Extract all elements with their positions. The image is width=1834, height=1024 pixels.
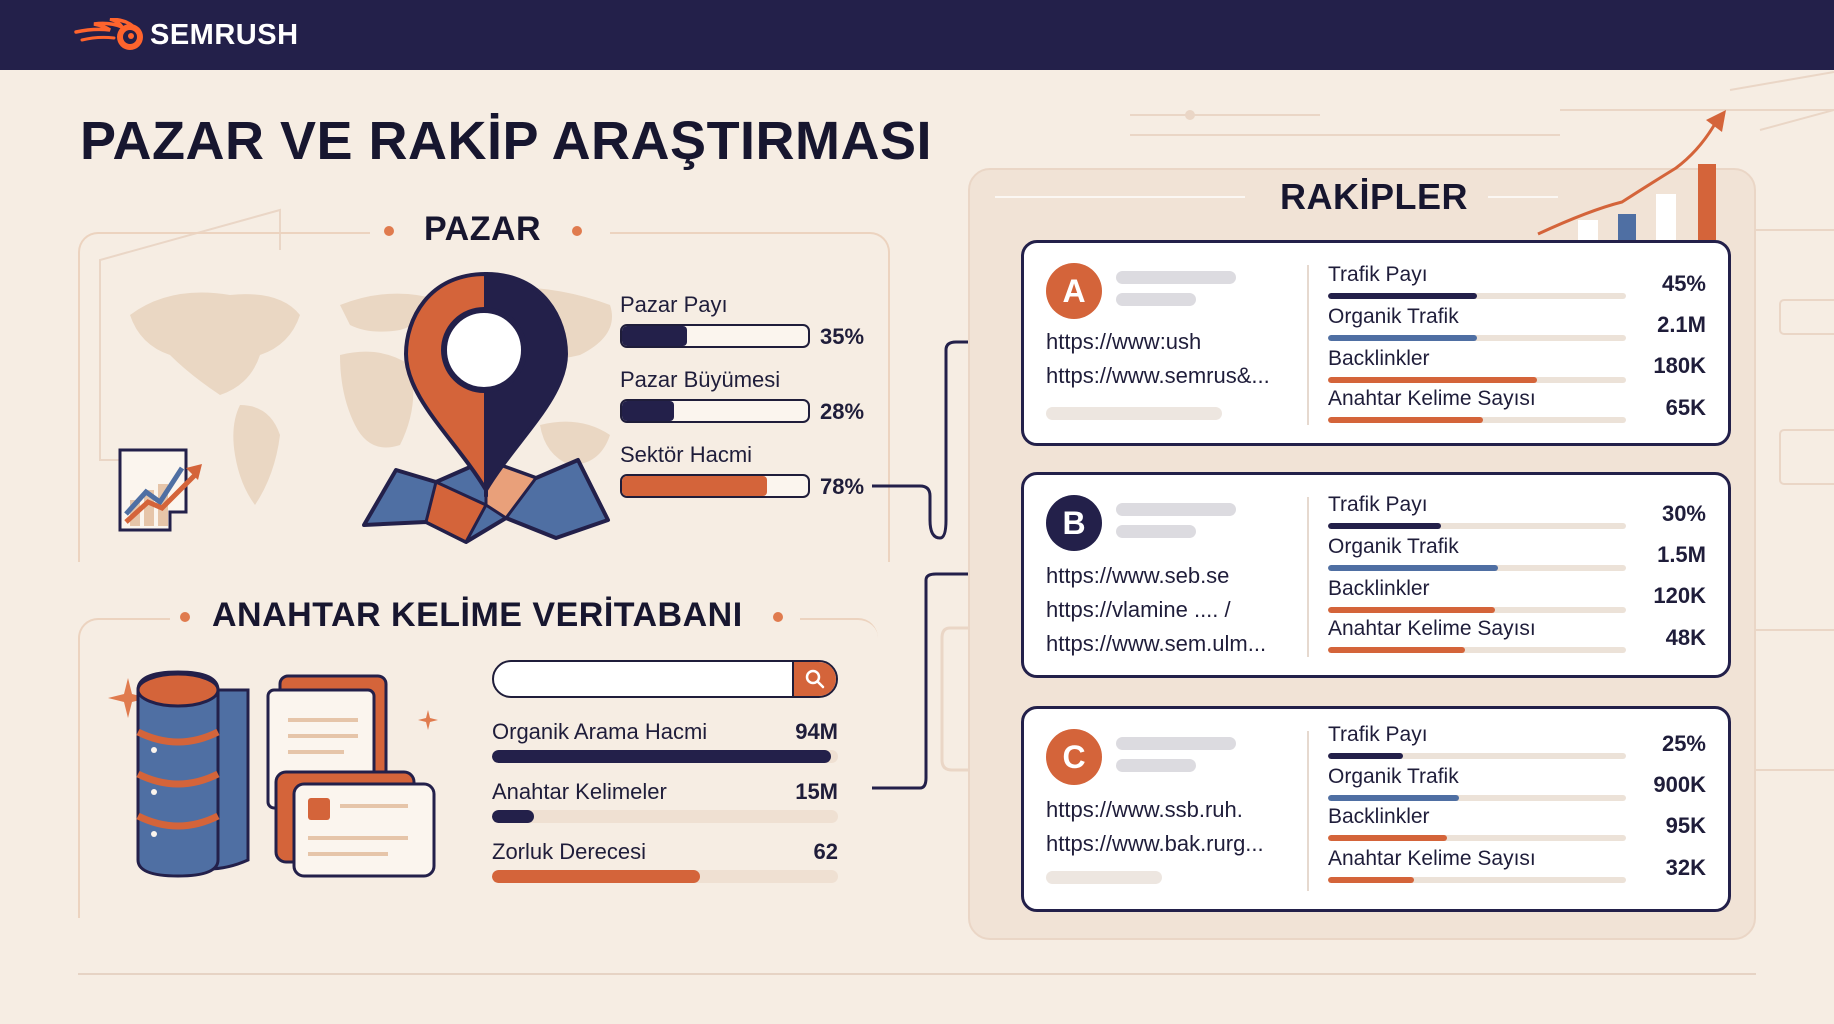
competitor-url[interactable]: https://www.semrus&... xyxy=(1046,363,1270,388)
backlinks-label: Backlinkler xyxy=(1328,805,1430,828)
competitors-title: RAKİPLER xyxy=(1280,176,1469,217)
keyword-db-title: ANAHTAR KELİME VERİTABANI xyxy=(212,596,743,634)
top-bar xyxy=(0,0,1834,70)
market-share-value: 35% xyxy=(820,324,865,349)
name-placeholder xyxy=(1116,293,1196,306)
market-growth-fill xyxy=(622,401,674,421)
competitor-url[interactable]: https://www.bak.rurg... xyxy=(1046,831,1264,856)
keyword-search-input[interactable] xyxy=(492,660,838,698)
traffic-share-value: 45% xyxy=(1661,271,1706,296)
sector-volume-value: 78% xyxy=(820,474,865,499)
card-divider xyxy=(1307,497,1309,657)
keyword-count-label: Anahtar Kelime Sayısı xyxy=(1328,847,1536,870)
search-button[interactable] xyxy=(792,662,836,696)
competitor-badge-c: C xyxy=(1046,729,1102,785)
trend-chart-icon xyxy=(1530,110,1730,240)
organic-traffic-label: Organik Trafik xyxy=(1328,765,1459,788)
title-dot xyxy=(572,226,582,236)
competitor-badge-b: B xyxy=(1046,495,1102,551)
traffic-share-fill xyxy=(1328,753,1403,759)
keyword-count-value: 48K xyxy=(1665,625,1706,650)
organic-traffic-value: 1.5M xyxy=(1657,542,1706,567)
organic-traffic-fill xyxy=(1328,565,1498,571)
traffic-share-bar xyxy=(1328,293,1626,299)
competitor-card-b[interactable] xyxy=(1021,472,1731,678)
database-icon xyxy=(108,660,438,890)
difficulty-label: Zorluk Derecesi xyxy=(492,839,647,864)
organic-search-volume-bar xyxy=(492,750,838,763)
backlinks-value: 95K xyxy=(1665,813,1706,838)
keyword-count-bar xyxy=(1328,417,1626,423)
keyword-count-label: Anahtar Kelime Sayısı xyxy=(1328,387,1536,410)
market-share-fill xyxy=(622,326,687,346)
backlinks-bar xyxy=(1328,607,1626,613)
sector-volume-bar xyxy=(620,474,810,498)
traffic-share-label: Trafik Payı xyxy=(1328,493,1428,516)
keyword-count-value: 32K xyxy=(1665,855,1706,880)
competitor-badge-a: A xyxy=(1046,263,1102,319)
backlinks-fill xyxy=(1328,377,1537,383)
title-dot xyxy=(773,612,783,622)
market-growth-bar xyxy=(620,399,810,423)
search-icon xyxy=(804,668,826,690)
growth-chart-icon xyxy=(116,444,208,534)
card-divider xyxy=(1307,731,1309,891)
placeholder-line xyxy=(1046,871,1162,884)
difficulty-value: 62 xyxy=(813,839,838,864)
backlinks-value: 120K xyxy=(1653,583,1706,608)
card-divider xyxy=(1307,265,1309,425)
keyword-count-fill xyxy=(1328,877,1414,883)
traffic-share-fill xyxy=(1328,293,1477,299)
page-title: PAZAR VE RAKİP ARAŞTIRMASI xyxy=(80,111,933,171)
market-growth-label: Pazar Büyümesi xyxy=(620,367,781,392)
traffic-share-bar xyxy=(1328,523,1626,529)
market-share-bar xyxy=(620,324,810,348)
keywords-count-value: 15M xyxy=(795,779,838,804)
title-dot xyxy=(384,226,394,236)
name-placeholder xyxy=(1116,271,1236,284)
backlinks-value: 180K xyxy=(1653,353,1706,378)
organic-traffic-fill xyxy=(1328,795,1459,801)
organic-traffic-label: Organik Trafik xyxy=(1328,535,1459,558)
keyword-count-fill xyxy=(1328,417,1483,423)
location-pin-icon xyxy=(356,270,616,550)
backlinks-label: Backlinkler xyxy=(1328,347,1430,370)
backlinks-label: Backlinkler xyxy=(1328,577,1430,600)
organic-search-volume-value: 94M xyxy=(795,719,838,744)
market-title: PAZAR xyxy=(424,210,542,248)
title-dot xyxy=(180,612,190,622)
organic-traffic-bar xyxy=(1328,335,1626,341)
organic-traffic-fill xyxy=(1328,335,1477,341)
organic-search-volume-label: Organik Arama Hacmi xyxy=(492,719,708,744)
name-placeholder xyxy=(1116,737,1236,750)
organic-traffic-value: 900K xyxy=(1653,772,1706,797)
competitor-card-c[interactable] xyxy=(1021,706,1731,912)
keywords-count-label: Anahtar Kelimeler xyxy=(492,779,667,804)
name-placeholder xyxy=(1116,525,1196,538)
market-growth-value: 28% xyxy=(820,399,865,424)
sector-volume-label: Sektör Hacmi xyxy=(620,442,753,467)
keyword-count-bar xyxy=(1328,647,1626,653)
traffic-share-label: Trafik Payı xyxy=(1328,263,1428,286)
bottom-divider xyxy=(78,973,1756,975)
keyword-count-value: 65K xyxy=(1665,395,1706,420)
competitor-card-a[interactable] xyxy=(1021,240,1731,446)
brand-name: SEMRUSH xyxy=(150,18,299,51)
name-placeholder xyxy=(1116,503,1236,516)
keywords-count-fill xyxy=(492,810,534,823)
backlinks-bar xyxy=(1328,377,1626,383)
placeholder-line xyxy=(1046,407,1222,420)
traffic-share-label: Trafik Payı xyxy=(1328,723,1428,746)
organic-search-volume-fill xyxy=(492,750,831,763)
traffic-share-value: 30% xyxy=(1661,501,1706,526)
difficulty-fill xyxy=(492,870,700,883)
semrush-logo[interactable] xyxy=(74,16,299,54)
keywords-count-bar xyxy=(492,810,838,823)
backlinks-bar xyxy=(1328,835,1626,841)
market-share-label: Pazar Payı xyxy=(620,292,728,317)
competitor-url[interactable]: https://www:ush xyxy=(1046,329,1202,354)
backlinks-fill xyxy=(1328,607,1495,613)
traffic-share-value: 25% xyxy=(1661,731,1706,756)
organic-traffic-bar xyxy=(1328,795,1626,801)
keyword-count-label: Anahtar Kelime Sayısı xyxy=(1328,617,1536,640)
competitor-url[interactable]: https://www.sem.ulm... xyxy=(1046,631,1267,656)
competitor-url[interactable]: https://www.seb.se xyxy=(1046,563,1230,588)
sector-volume-fill xyxy=(622,476,767,496)
organic-traffic-value: 2.1M xyxy=(1657,312,1706,337)
traffic-share-fill xyxy=(1328,523,1441,529)
traffic-share-bar xyxy=(1328,753,1626,759)
organic-traffic-label: Organik Trafik xyxy=(1328,305,1459,328)
difficulty-bar xyxy=(492,870,838,883)
competitor-url[interactable]: https://www.ssb.ruh. xyxy=(1046,797,1243,822)
name-placeholder xyxy=(1116,759,1196,772)
keyword-count-bar xyxy=(1328,877,1626,883)
competitor-url[interactable]: https://vlamine .... / xyxy=(1046,597,1231,622)
backlinks-fill xyxy=(1328,835,1447,841)
organic-traffic-bar xyxy=(1328,565,1626,571)
keyword-count-fill xyxy=(1328,647,1465,653)
semrush-flame-icon xyxy=(74,18,148,52)
